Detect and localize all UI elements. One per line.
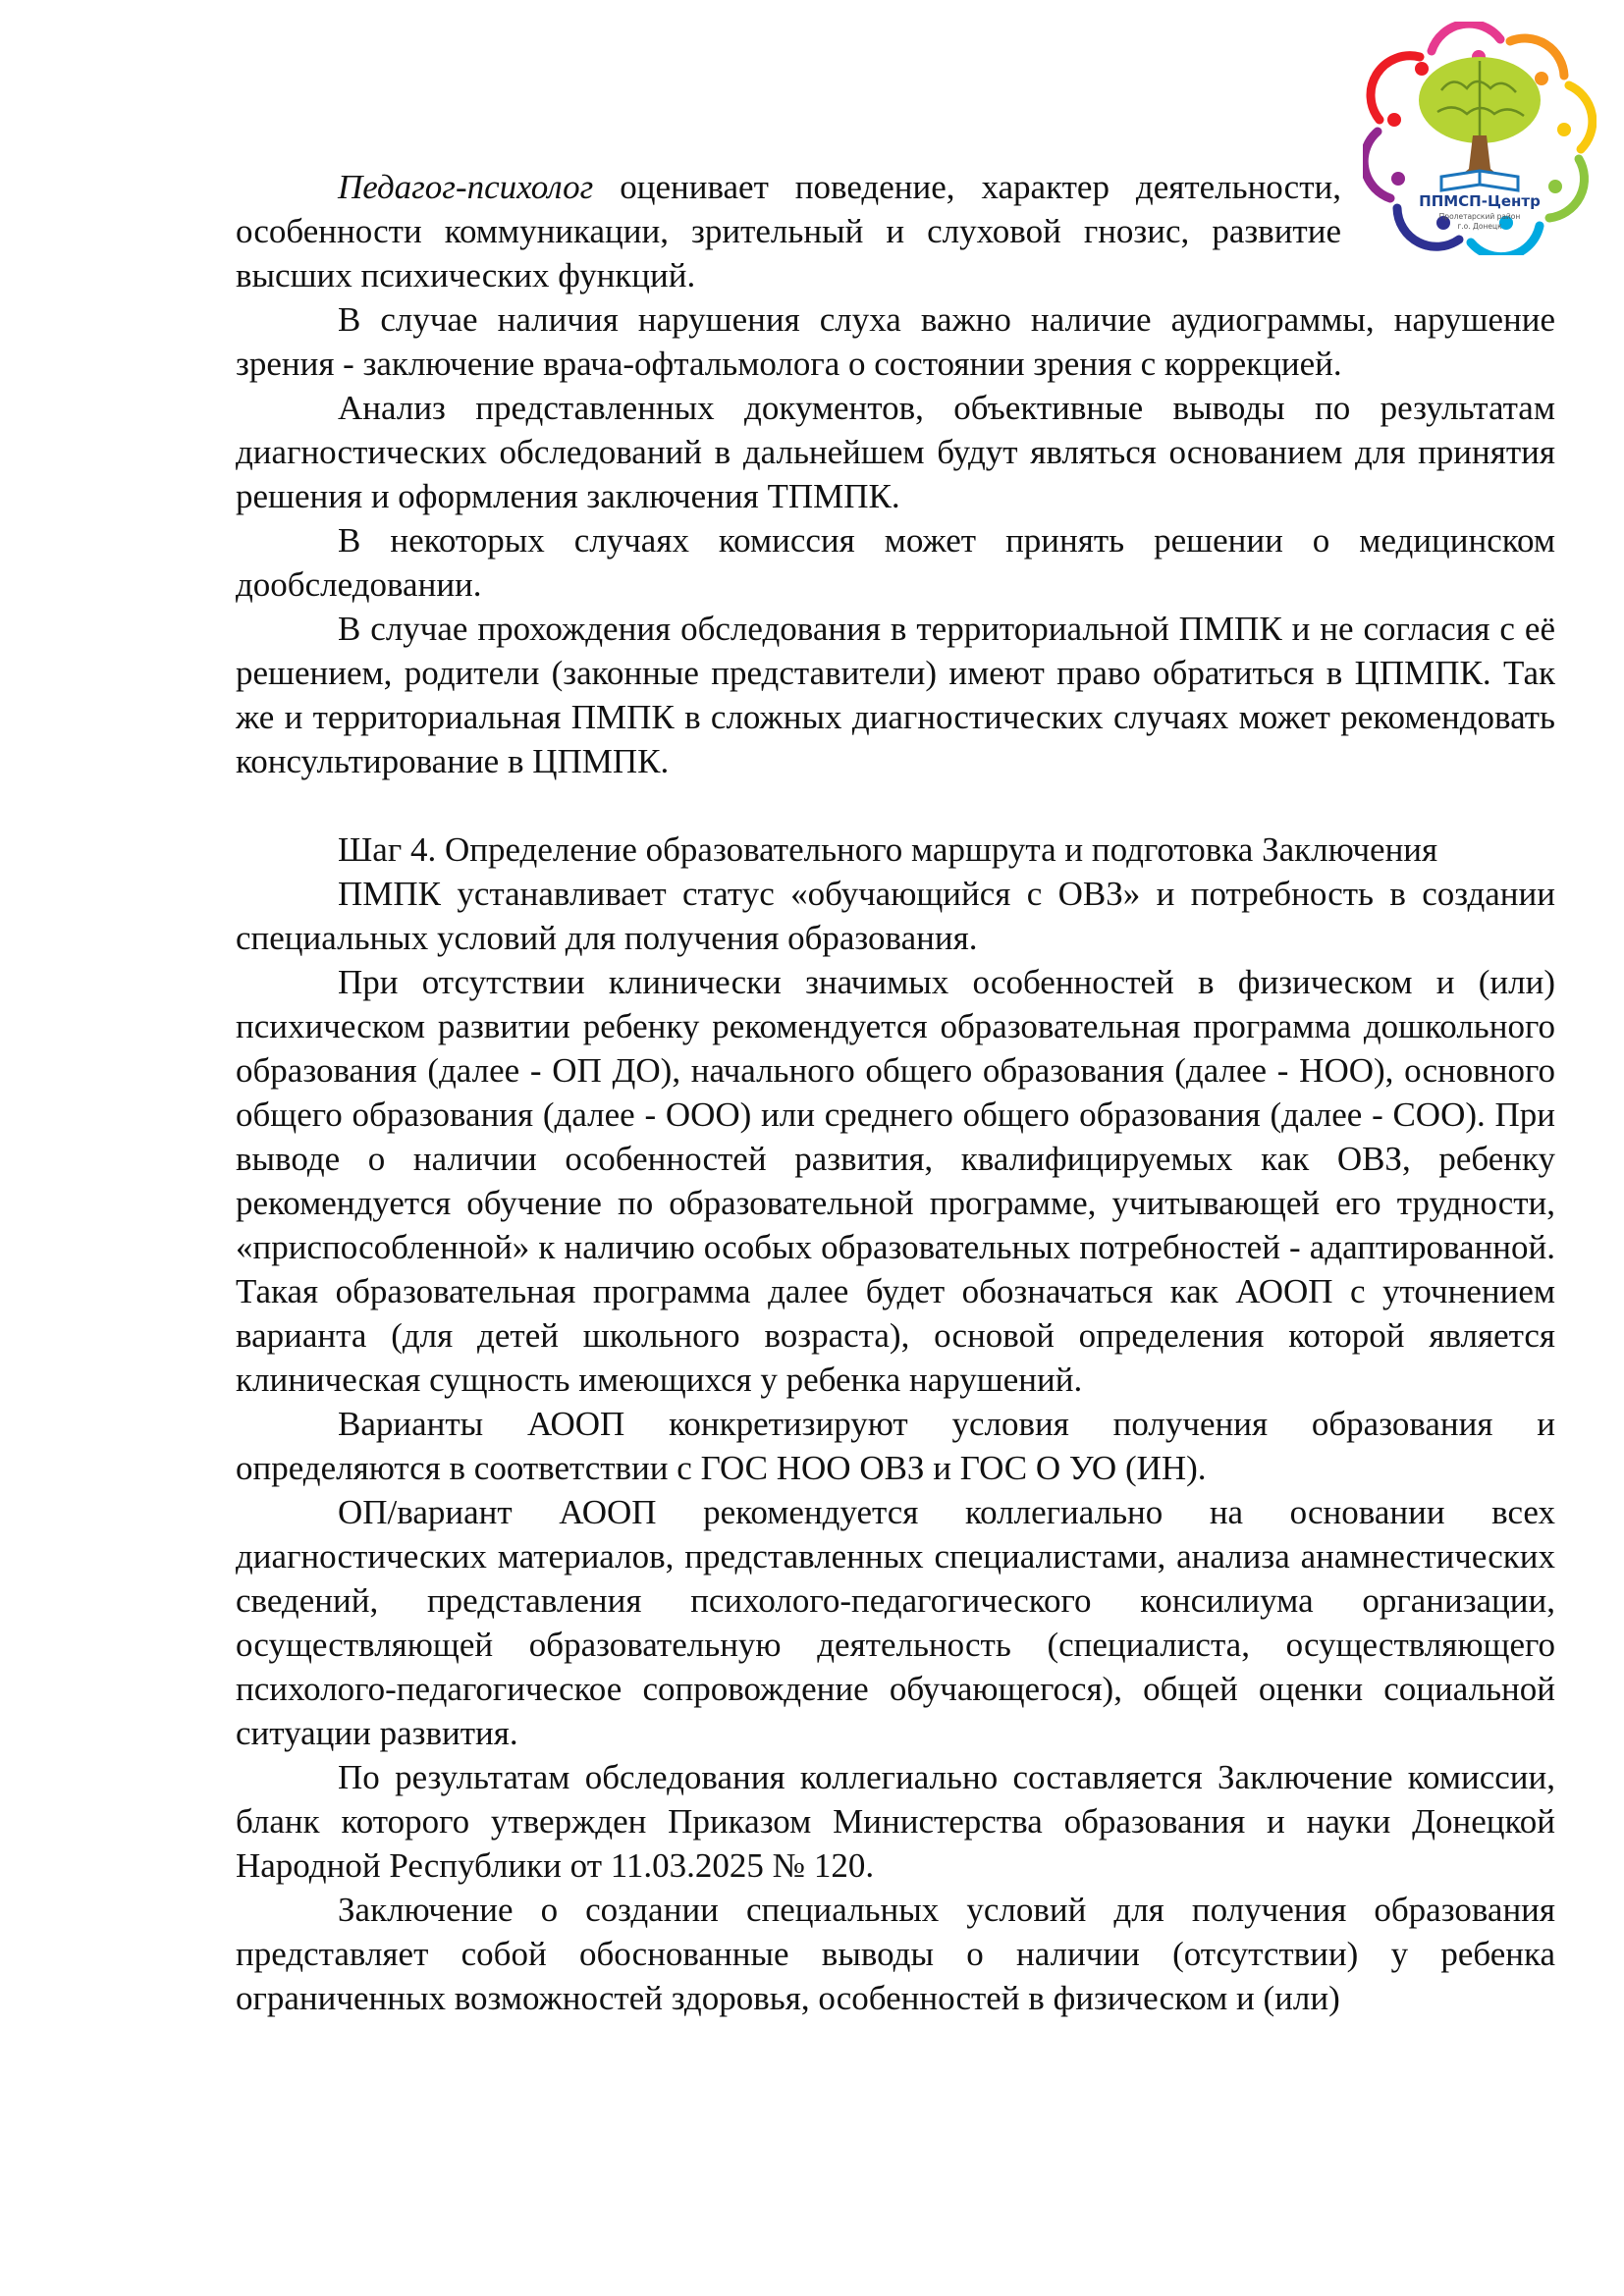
paragraph-programs: При отсутствии клинически значимых особенностей в физическом и (или) психическом развитии ребенку рекомендуется образовательная программа дошкольного образования (далее - ОП ДО), начального общего образования (далее - НОО), основного общего образования (далее - ООО) или среднего общего образования (далее - СОО). При выводе о наличии особенностей развития, квалифицируемых как ОВЗ, ребенку рекомендуется обучение по образовательной программе, учитывающей его трудности, «приспособленной» к наличию особых образовательных потребностей - адаптированной. Такая образовательная программа далее будет обозначаться как АООП с уточнением варианта (для детей школьного возраста), основой определения которой является клиническая сущность имеющихся у ребенка нарушений. xyxy=(236,963,1555,1399)
paragraph-hearing-vision: В случае наличия нарушения слуха важно наличие аудиограммы, нарушение зрения - заключение врача-офтальмолога о состоянии зрения с коррекцией. xyxy=(236,300,1555,383)
logo-name: ППМСП-Центр xyxy=(1419,192,1541,210)
paragraph-conclusion-form: По результатам обследования коллегиально составляется Заключение комиссии, бланк которого утвержден Приказом Министерства образования и науки Донецкой Народной Республики от 11.03.2025 № 120. xyxy=(236,1758,1555,1885)
paragraph-collegial: ОП/вариант АООП рекомендуется коллегиально на основании всех диагностических материалов, представленных специалистами, анализа анамнестических сведений, представления психолого-педагогического консилиума организации, осуществляющей образовательную деятельность (специалиста, осуществляющего психолого-педагогическое сопровождение обучающегося), общей оценки социальной ситуации развития. xyxy=(236,1493,1555,1752)
paragraph-aoop-variants: Варианты АООП конкретизируют условия получения образования и определяются в соответствии с ГОС НОО ОВЗ и ГОС О УО (ИН). xyxy=(236,1405,1555,1487)
paragraph-analysis: Анализ представленных документов, объективные выводы по результатам диагностических обследований в дальнейшем будут являться основанием для принятия решения и оформления заключения ТПМПК. xyxy=(236,389,1555,515)
paragraph-status: ПМПК устанавливает статус «обучающийся с ОВЗ» и потребность в создании специальных условий для получения образования. xyxy=(236,875,1555,957)
paragraph-appeal: В случае прохождения обследования в территориальной ПМПК и не согласия с её решением, родители (законные представители) имеют право обратиться в ЦПМПК. Так же и территориальная ПМПК в сложных диагностических случаях может рекомендовать консультирование в ЦПМПК. xyxy=(236,610,1555,780)
paragraph-psychologist xyxy=(236,165,1341,297)
paragraph-conclusion-definition: Заключение о создании специальных условий для получения образования представляет собой обоснованные выводы о наличии (отсутствии) у ребенка ограниченных возможностей здоровья, особенностей в физическом и (или) xyxy=(236,1891,1555,2017)
paragraph-psychologist-text: оценивает поведение, характер деятельности, особенности коммуникации, зрительный и слуховой гнозис, развитие высших психических функций. xyxy=(236,168,1341,294)
paragraph-additional-exam: В некоторых случаях комиссия может принять решении о медицинском дообследовании. xyxy=(236,521,1555,604)
logo-subtitle-1: Пролетарский район xyxy=(1438,212,1521,221)
document-body xyxy=(236,165,1555,2020)
logo-subtitle-2: г.о. Донецк xyxy=(1457,222,1502,231)
term-psychologist: Педагог-психолог xyxy=(338,168,594,206)
step-4-heading: Шаг 4. Определение образовательного маршрута и подготовка Заключения xyxy=(338,830,1438,869)
